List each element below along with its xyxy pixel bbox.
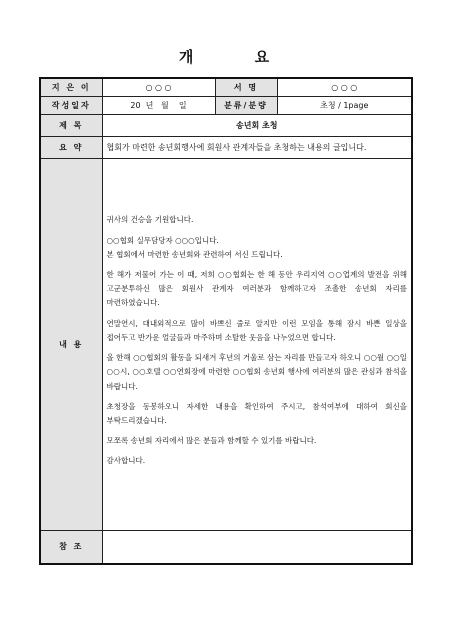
body-paragraph-details: 올 한해 ○○협회의 활동을 되새겨 후년의 거울로 삼는 자리를 만들고자 하오니 ○○월 ○○일 ○○시, ○○호텔 ○○연회장에 마련한 ○○협회 송년회 행사에 여러분의 많은 관심과 참석을 바랍니다. [106,353,407,391]
author-value: ○ ○ ○ [102,78,215,96]
reference-value [102,530,412,564]
signer-value: ○ ○ ○ [277,78,412,96]
subject-value: 송년회 초청 [102,114,412,136]
body-paragraph-invite: 연말연시, 대내외적으로 많이 바쁘신 줄로 알지만 이런 모임을 통해 잠시 바쁜 일상을 접어두고 반가운 얼굴들과 마주하며 소탈한 웃음을 나누었으면 합니다. [106,318,407,342]
body-paragraph-closing: 모쪼록 송년회 자리에서 많은 분들과 함께할 수 있기를 바랍니다. [106,436,317,446]
content-label: 내 용 [40,158,102,530]
class-value: 초청 / 1page [277,96,412,114]
class-label: 분류/분량 [215,96,277,114]
summary-label: 요 약 [40,136,102,158]
body-paragraph-rsvp: 초청장을 동봉하오니 자세한 내용을 확인하여 주시고, 참석여부에 대하여 회신을 부탁드리겠습니다. [106,401,407,425]
body-paragraph-event: 한 해가 저물어 가는 이 때, 저희 ○○협회는 한 해 동안 우리지역 ○○업계의 발전을 위해 고군분투하신 많은 회원사 관계자 여러분과 함께하고자 조촐한 송년회 자리를 마련하였습니다. [106,270,407,308]
subject-label: 제 목 [40,114,102,136]
body-paragraph-purpose: 본 협회에서 마련한 송년회와 관련하여 서신 드립니다. [106,249,283,259]
author-label: 지 은 이 [40,78,102,96]
date-label: 작성일자 [40,96,102,114]
body-paragraph-intro: ○○협회 실무담당자 ○○○입니다. [106,235,219,245]
content-body [102,158,412,530]
summary-value: 협회가 마련한 송년회행사에 회원사 관계자들을 초청하는 내용의 글입니다. [102,136,412,158]
body-paragraph-thanks: 감사합니다. [106,456,146,466]
signer-label: 서 명 [215,78,277,96]
overview-form [39,77,413,565]
date-value: 20 년 월 일 [102,96,215,114]
document-title: 개 요 [178,48,298,66]
body-paragraph-greeting: 귀사의 건승을 기원합니다. [106,215,194,225]
reference-label: 참 조 [40,530,102,564]
